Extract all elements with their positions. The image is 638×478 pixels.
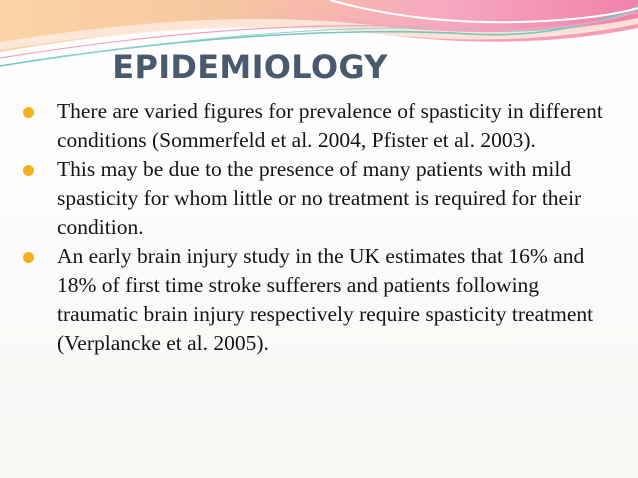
bullet-list xyxy=(20,97,620,358)
bullet-text: There are varied figures for prevalence of spasticity in different conditions (Sommerfeld et al. 2004, Pfister et al. 2003). xyxy=(57,99,603,152)
bullet-item xyxy=(20,155,620,242)
bullet-item xyxy=(20,97,620,155)
bullet-marker-icon xyxy=(23,252,34,263)
bullet-text: An early brain injury study in the UK estimates that 16% and 18% of first time stroke sufferers and patients following traumatic brain injury respectively require spasticity treatment (Verplancke et al. 2005). xyxy=(57,244,594,355)
bullet-item xyxy=(20,242,620,358)
bullet-text: This may be due to the presence of many patients with mild spasticity for whom little or no treatment is required for their condition. xyxy=(57,157,582,239)
bullet-marker-icon xyxy=(23,107,34,118)
slide-title: EPIDEMIOLOGY xyxy=(112,48,388,86)
bullet-marker-icon xyxy=(23,165,34,176)
